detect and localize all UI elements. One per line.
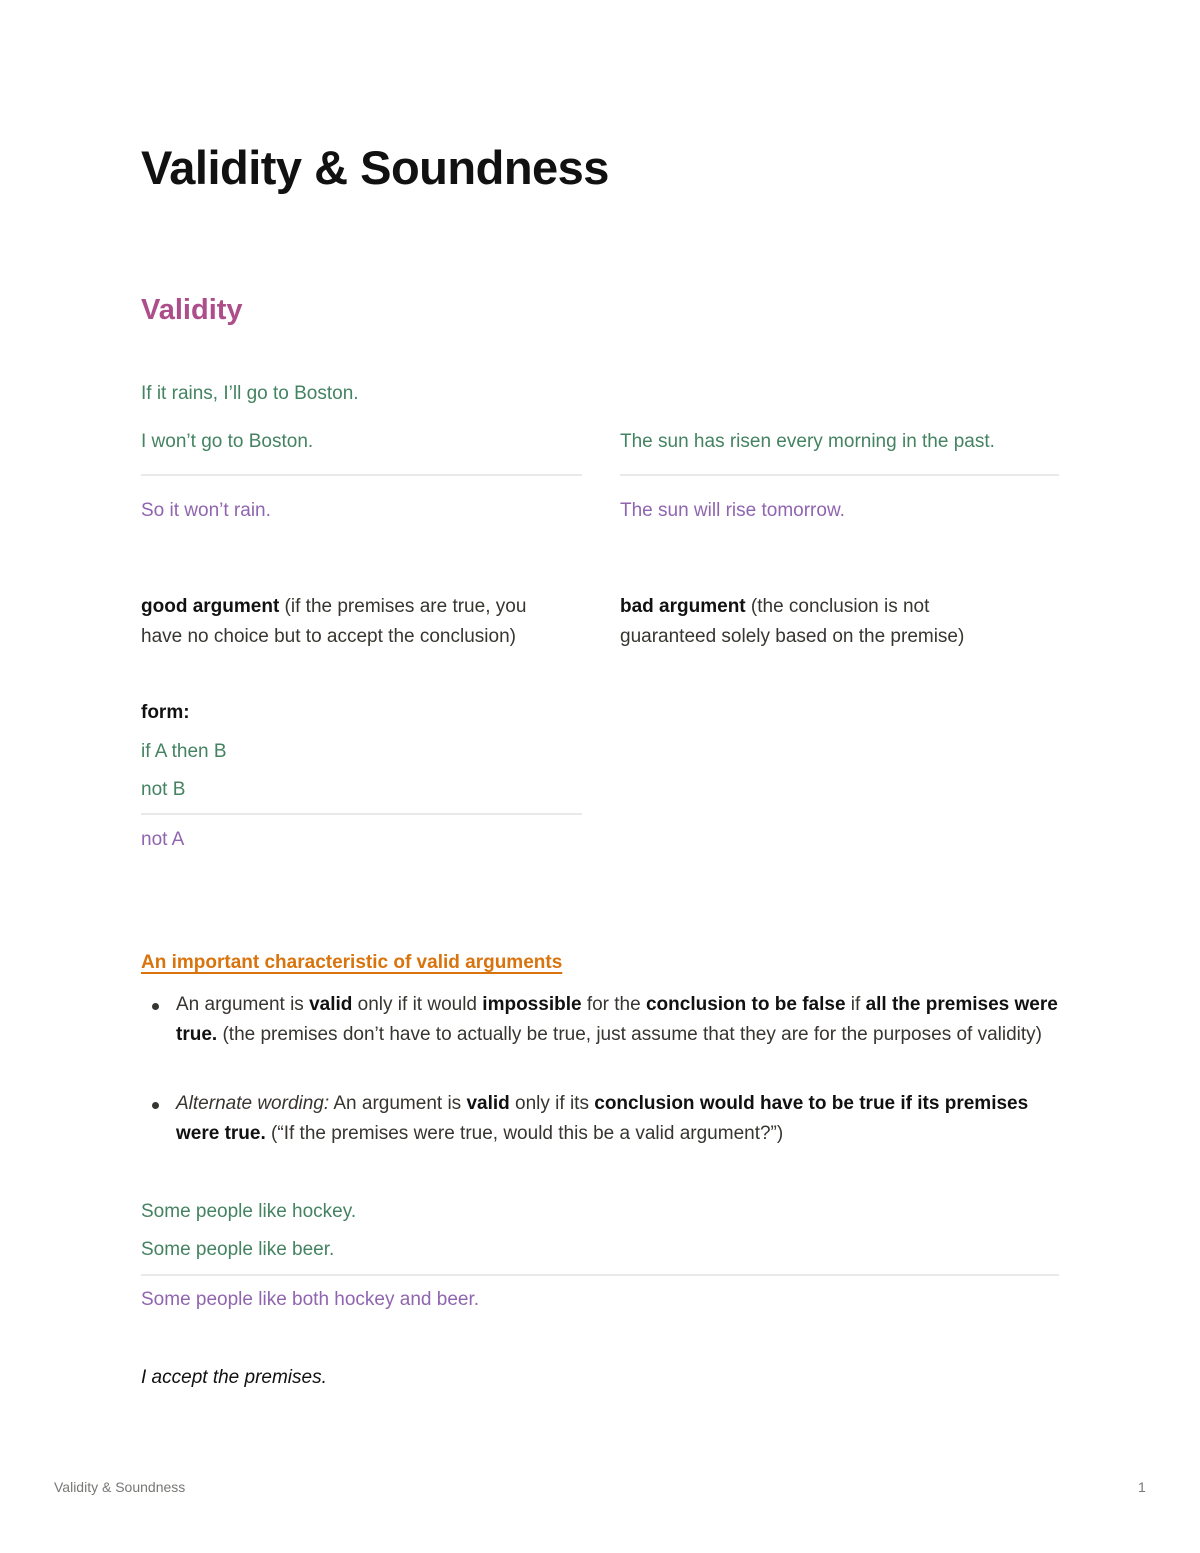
characteristic-bullet1: An argument is valid only if it would impossible for the conclusion to be false if all the premises were true. (the premises don’t have to actually be true, just assume that they are for the purposes of validity) (176, 994, 1058, 1045)
section-heading-validity: Validity (141, 294, 243, 326)
example3-note: I accept the premises. (141, 1367, 327, 1388)
verdict-text: (if the premises are true, you have no choice but to accept the conclusion) (141, 596, 527, 647)
characteristic-heading: An important characteristic of valid arguments (141, 952, 563, 973)
form-label: form: (141, 702, 190, 723)
bullet-dot (152, 1003, 159, 1010)
form-line1: if A then B (141, 741, 227, 762)
example1-conclusion: So it won’t rain. (141, 500, 271, 521)
footer-page-number: 1 (1138, 1479, 1146, 1495)
example2-verdict (620, 592, 1020, 652)
verdict-text: (the conclusion is not guaranteed solely based on the premise) (620, 596, 965, 647)
example1-premise2: I won’t go to Boston. (141, 431, 314, 452)
example1-premise1: If it rains, I’ll go to Boston. (141, 383, 359, 404)
bullet-dot (152, 1102, 159, 1109)
example1-divider (141, 474, 582, 476)
example1-verdict (141, 592, 571, 652)
example2-divider (620, 474, 1059, 476)
example3-premise2: Some people like beer. (141, 1239, 335, 1260)
example2-premise: The sun has risen every morning in the past. (620, 431, 995, 452)
example2-conclusion: The sun will rise tomorrow. (620, 500, 845, 521)
characteristic-bullet2: Alternate wording: An argument is valid only if its conclusion would have to be true if its premises were true. (“If the premises were true, would this be a valid argument?”) (176, 1093, 1029, 1144)
example3-premise1: Some people like hockey. (141, 1201, 357, 1222)
example3-divider (141, 1274, 1059, 1276)
form-conclusion: not A (141, 829, 185, 850)
footer-doc-title: Validity & Soundness (54, 1479, 186, 1495)
form-divider (141, 813, 582, 815)
form-line2: not B (141, 779, 186, 800)
verdict-label: bad argument (620, 596, 746, 617)
example3-conclusion: Some people like both hockey and beer. (141, 1289, 480, 1310)
verdict-label: good argument (141, 596, 280, 617)
page-title: Validity & Soundness (141, 141, 609, 194)
